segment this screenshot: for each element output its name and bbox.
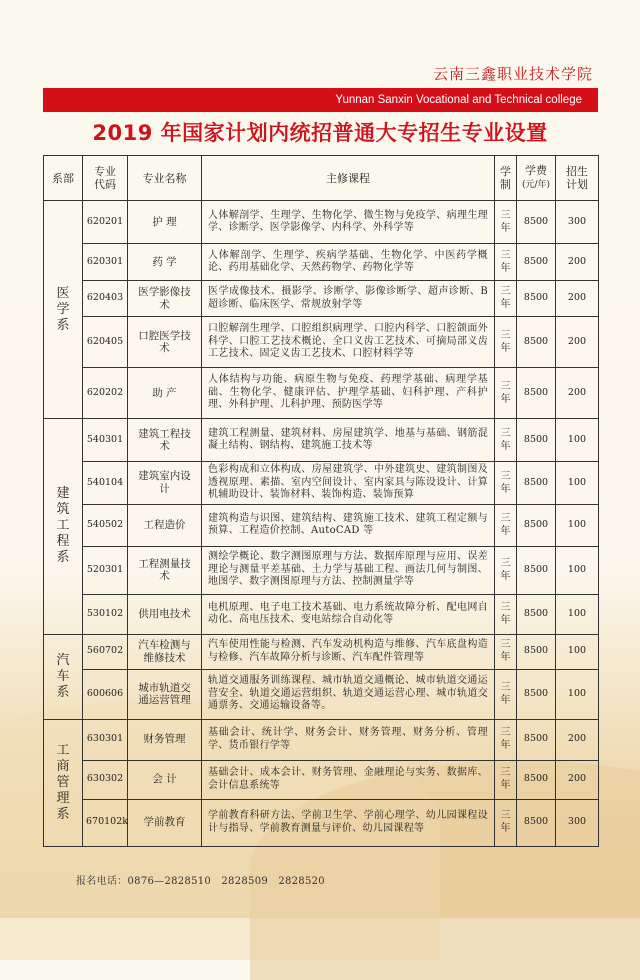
major-code: 520301	[86, 563, 124, 575]
major-name-cell	[128, 594, 202, 634]
major-courses: 医学成像技术、摄影学、诊断学、影像诊断学、超声诊断、B 超诊断、临床医学、常规放射学等	[208, 286, 488, 310]
major-name: 医学影像技术	[138, 286, 191, 311]
major-courses: 建筑构造与识图、建筑结构、建筑施工技术、建筑工程定额与预算、工程造价控制、AutoCAD 等	[208, 512, 488, 536]
enrollment-plan: 100	[567, 607, 587, 619]
study-years: 三年	[500, 329, 511, 354]
enrollment-plan: 200	[567, 335, 587, 347]
major-courses: 基础会计、成本会计、财务管理、金融理论与实务、数据库、会计信息系统等	[208, 767, 488, 791]
tuition-fee: 8500	[523, 335, 549, 347]
enrollment-plan: 200	[567, 773, 587, 785]
tuition-fee-cell	[517, 546, 556, 594]
major-courses-cell	[202, 634, 495, 669]
study-years-cell	[495, 419, 517, 462]
enrollment-phone: 报名电话：0876—2828510 2828509 2828520	[76, 876, 325, 887]
major-courses: 基础会计、统计学、财务会计、财务管理、财务分析、管理学、货币银行学等	[208, 727, 488, 751]
enrollment-plan: 300	[567, 816, 587, 828]
tuition-fee: 8500	[523, 733, 549, 745]
major-name: 建筑工程技术	[138, 427, 191, 452]
tuition-fee: 8500	[523, 292, 549, 304]
major-code: 540301	[86, 433, 124, 445]
enrollment-plan-cell	[556, 462, 599, 505]
study-years-cell	[495, 669, 517, 719]
major-code: 620201	[86, 215, 124, 227]
tuition-fee-cell	[517, 462, 556, 505]
tuition-fee: 8500	[523, 386, 549, 398]
department-cell	[44, 719, 83, 846]
enrollment-plan: 200	[567, 386, 587, 398]
table-row	[44, 760, 599, 799]
major-courses-cell	[202, 504, 495, 546]
major-name: 城市轨道交通运营管理	[138, 681, 191, 706]
table-row	[44, 799, 599, 846]
tuition-fee: 8500	[523, 607, 549, 619]
major-name-cell	[128, 634, 202, 669]
major-courses: 人体解剖学、生理学、生物化学、微生物与免疫学、病理生理学、诊断学、医学影像学、内科学、外科学等	[208, 209, 488, 233]
department-name: 汽车系	[56, 652, 70, 700]
tuition-fee-cell	[517, 634, 556, 669]
department-name: 建筑工程系	[56, 486, 70, 566]
major-code: 620405	[86, 335, 124, 347]
major-courses-cell	[202, 368, 495, 419]
major-courses: 人体解剖学、生理学、疾病学基础、生物化学、中医药学概论、药用基础化学、天然药物学、药物化学等	[208, 249, 488, 273]
study-years-cell	[495, 719, 517, 760]
study-years: 三年	[500, 209, 511, 234]
study-years-cell	[495, 634, 517, 669]
major-courses: 口腔解剖生理学、口腔组织病理学、口腔内科学、口腔颌面外科学、口腔工艺技术概论、全口义齿工艺技术、可摘局部义齿工艺技术、固定义齿工艺技术、口腔材料学等	[208, 323, 488, 360]
major-code-cell	[83, 719, 128, 760]
enrollment-plan: 200	[567, 255, 587, 267]
table-row	[44, 546, 599, 594]
tuition-fee-cell	[517, 419, 556, 462]
enrollment-plan-cell	[556, 719, 599, 760]
study-years: 三年	[500, 249, 511, 274]
study-years: 三年	[500, 380, 511, 405]
department-name: 工商管理系	[56, 742, 70, 822]
table-row	[44, 201, 599, 244]
study-years-cell	[495, 317, 517, 368]
tuition-fee: 8500	[523, 645, 549, 657]
enrollment-plan: 100	[567, 433, 587, 445]
study-years: 三年	[500, 767, 511, 792]
major-courses-cell	[202, 419, 495, 462]
college-name-cn: 云南三鑫职业技术学院	[432, 65, 593, 83]
major-name-cell	[128, 201, 202, 244]
tuition-fee: 8500	[523, 816, 549, 828]
col-fee-label: 学费	[525, 164, 547, 177]
tuition-fee-cell	[517, 368, 556, 419]
major-name: 护 理	[152, 215, 177, 228]
study-years: 三年	[500, 557, 511, 582]
tuition-fee-cell	[517, 594, 556, 634]
major-code-cell	[83, 419, 128, 462]
col-plan-label: 招生计划	[566, 165, 588, 191]
major-courses: 测绘学概论、数字测图原理与方法、数据库原理与应用、误差理论与测量平差基础、土力学与基础工程、画法几何与制图、地图学、数字测图原理与方法、控制测量学等	[208, 551, 488, 588]
study-years: 三年	[500, 512, 511, 537]
major-code: 630301	[86, 733, 124, 745]
major-code-cell	[83, 201, 128, 244]
study-years-cell	[495, 281, 517, 317]
study-years: 三年	[500, 727, 511, 752]
study-years-cell	[495, 799, 517, 846]
table-row	[44, 719, 599, 760]
enrollment-plan: 300	[567, 215, 587, 227]
major-code: 560702	[86, 645, 124, 657]
major-courses-cell	[202, 317, 495, 368]
col-code-label: 专业代码	[94, 165, 116, 191]
tuition-fee-cell	[517, 799, 556, 846]
enrollment-plan: 100	[567, 563, 587, 575]
table-row	[44, 368, 599, 419]
table-row	[44, 462, 599, 505]
major-name: 工程造价	[143, 518, 186, 531]
department-cell	[44, 201, 83, 419]
enrollment-plan-cell	[556, 546, 599, 594]
tuition-fee: 8500	[523, 433, 549, 445]
table-row	[44, 634, 599, 669]
major-name-cell	[128, 462, 202, 505]
major-name: 口腔医学技术	[138, 329, 191, 354]
enrollment-plan: 100	[567, 645, 587, 657]
enrollment-plan-cell	[556, 799, 599, 846]
tuition-fee: 8500	[523, 518, 549, 530]
major-courses: 汽车使用性能与检测、汽车发动机构造与维修、汽车底盘构造与检修、汽车故障分析与诊断、汽车配件管理等	[208, 639, 488, 663]
major-courses-cell	[202, 594, 495, 634]
study-years: 三年	[500, 470, 511, 495]
enrollment-plan: 100	[567, 518, 587, 530]
department-name: 医学系	[56, 285, 70, 333]
major-name: 会 计	[152, 773, 177, 786]
tuition-fee: 8500	[523, 255, 549, 267]
enrollment-plan-cell	[556, 201, 599, 244]
table-header-row	[44, 156, 599, 201]
major-courses-cell	[202, 281, 495, 317]
tuition-fee: 8500	[523, 773, 549, 785]
major-courses: 电机原理、电子电工技术基础、电力系统故障分析、配电网自动化、高电压技术、变电站综合自动化等	[208, 601, 488, 625]
major-name-cell	[128, 244, 202, 281]
enrollment-plan-cell	[556, 244, 599, 281]
table-row	[44, 419, 599, 462]
major-name-cell	[128, 760, 202, 799]
enrollment-plan-cell	[556, 281, 599, 317]
enrollment-plan-cell	[556, 368, 599, 419]
major-code-cell	[83, 244, 128, 281]
major-code-cell	[83, 760, 128, 799]
major-courses-cell	[202, 719, 495, 760]
major-name: 药 学	[152, 255, 177, 268]
col-years	[495, 156, 517, 201]
col-plan	[556, 156, 599, 201]
major-code-cell	[83, 594, 128, 634]
major-courses-cell	[202, 462, 495, 505]
major-code: 620403	[86, 292, 124, 304]
major-name-cell	[128, 419, 202, 462]
study-years-cell	[495, 504, 517, 546]
major-name-cell	[128, 546, 202, 594]
col-fee	[517, 156, 556, 201]
major-courses-cell	[202, 799, 495, 846]
major-code: 540104	[86, 476, 124, 488]
col-years-label: 学制	[500, 165, 511, 191]
col-department: 系部	[44, 156, 83, 201]
majors-table	[43, 155, 599, 847]
tuition-fee-cell	[517, 201, 556, 244]
col-code	[83, 156, 128, 201]
major-name-cell	[128, 669, 202, 719]
major-name-cell	[128, 368, 202, 419]
enrollment-plan-cell	[556, 760, 599, 799]
major-code-cell	[83, 368, 128, 419]
department-cell	[44, 634, 83, 719]
major-name-cell	[128, 504, 202, 546]
department-cell	[44, 419, 83, 635]
major-code-cell	[83, 669, 128, 719]
table-row	[44, 594, 599, 634]
col-fee-unit: (元/年)	[521, 180, 551, 190]
table-row	[44, 281, 599, 317]
major-name: 助 产	[152, 386, 177, 399]
tuition-fee-cell	[517, 719, 556, 760]
major-code-cell	[83, 462, 128, 505]
study-years-cell	[495, 546, 517, 594]
major-code-cell	[83, 281, 128, 317]
major-code-cell	[83, 634, 128, 669]
major-code-cell	[83, 799, 128, 846]
major-code-cell	[83, 546, 128, 594]
study-years: 三年	[500, 810, 511, 835]
page-title: 2019 年国家计划内统招普通大专招生专业设置	[92, 121, 548, 145]
study-years-cell	[495, 244, 517, 281]
tuition-fee-cell	[517, 669, 556, 719]
major-code: 530102	[86, 607, 124, 619]
major-code-cell	[83, 504, 128, 546]
major-courses: 人体结构与功能、病原生物与免疫、药理学基础、病理学基础、生物化学、健康评估、护理学基础、妇科护理、产科护理、外科护理、儿科护理、预防医学等	[208, 374, 488, 411]
enrollment-plan: 100	[567, 687, 587, 699]
major-code: 620301	[86, 255, 124, 267]
major-code: 540502	[86, 518, 124, 530]
tuition-fee: 8500	[523, 476, 549, 488]
tuition-fee-cell	[517, 760, 556, 799]
study-years-cell	[495, 594, 517, 634]
major-code: 620202	[86, 386, 124, 398]
enrollment-plan-cell	[556, 317, 599, 368]
major-name: 汽车检测与维修技术	[138, 639, 191, 664]
major-name: 建筑室内设计	[138, 470, 191, 495]
tuition-fee: 8500	[523, 215, 549, 227]
major-courses: 轨道交通服务训练课程、城市轨道交通概论、城市轨道交通运营安全、轨道交通运营组织、轨道交通运营心理、城市轨道交通票务、交通运输设备等。	[208, 675, 488, 712]
major-courses-cell	[202, 201, 495, 244]
major-courses: 色彩构成和立体构成、房屋建筑学、中外建筑史、建筑制图及透视原理、素描、室内空间设计、室内家具与陈设设计、计算机辅助设计、装饰材料、装饰构造、装饰预算	[208, 464, 488, 500]
major-name: 学前教育	[143, 816, 186, 829]
tuition-fee-cell	[517, 317, 556, 368]
college-banner	[43, 88, 598, 112]
table-row	[44, 317, 599, 368]
major-name-cell	[128, 317, 202, 368]
enrollment-plan: 200	[567, 733, 587, 745]
major-name-cell	[128, 799, 202, 846]
major-code-cell	[83, 317, 128, 368]
enrollment-plan-cell	[556, 419, 599, 462]
tuition-fee-cell	[517, 504, 556, 546]
tuition-fee: 8500	[523, 563, 549, 575]
major-name-cell	[128, 281, 202, 317]
enrollment-plan-cell	[556, 669, 599, 719]
study-years: 三年	[500, 286, 511, 311]
enrollment-plan-cell	[556, 634, 599, 669]
major-name: 财务管理	[143, 733, 186, 746]
major-name-cell	[128, 719, 202, 760]
major-courses-cell	[202, 760, 495, 799]
major-courses-cell	[202, 546, 495, 594]
col-major: 专业名称	[128, 156, 202, 201]
major-courses-cell	[202, 244, 495, 281]
tuition-fee: 8500	[523, 687, 549, 699]
major-courses-cell	[202, 669, 495, 719]
study-years-cell	[495, 201, 517, 244]
table-row	[44, 504, 599, 546]
tuition-fee-cell	[517, 281, 556, 317]
study-years: 三年	[500, 601, 511, 626]
major-name: 工程测量技术	[138, 557, 191, 582]
enrollment-plan-cell	[556, 504, 599, 546]
study-years-cell	[495, 368, 517, 419]
enrollment-plan-cell	[556, 594, 599, 634]
major-code: 600606	[86, 687, 124, 699]
study-years-cell	[495, 462, 517, 505]
major-courses: 建筑工程测量、建筑材料、房屋建筑学、地基与基础、钢筋混凝土结构、钢结构、建筑施工技术等	[208, 427, 488, 451]
col-courses: 主修课程	[202, 156, 495, 201]
table-row	[44, 669, 599, 719]
study-years: 三年	[500, 639, 511, 664]
college-name-en: Yunnan Sanxin Vocational and Technical college	[335, 94, 582, 106]
study-years-cell	[495, 760, 517, 799]
enrollment-plan: 100	[567, 476, 587, 488]
table-row	[44, 244, 599, 281]
study-years: 三年	[500, 681, 511, 706]
major-code: 630302	[86, 773, 124, 785]
study-years: 三年	[500, 427, 511, 452]
enrollment-plan: 200	[567, 292, 587, 304]
major-name: 供用电技术	[138, 607, 191, 620]
major-code: 670102k	[86, 816, 129, 828]
tuition-fee-cell	[517, 244, 556, 281]
major-courses: 学前教育科研方法、学前卫生学、学前心理学、幼儿园课程设计与指导、学前教育测量与评价、幼儿园课程等	[208, 810, 488, 834]
